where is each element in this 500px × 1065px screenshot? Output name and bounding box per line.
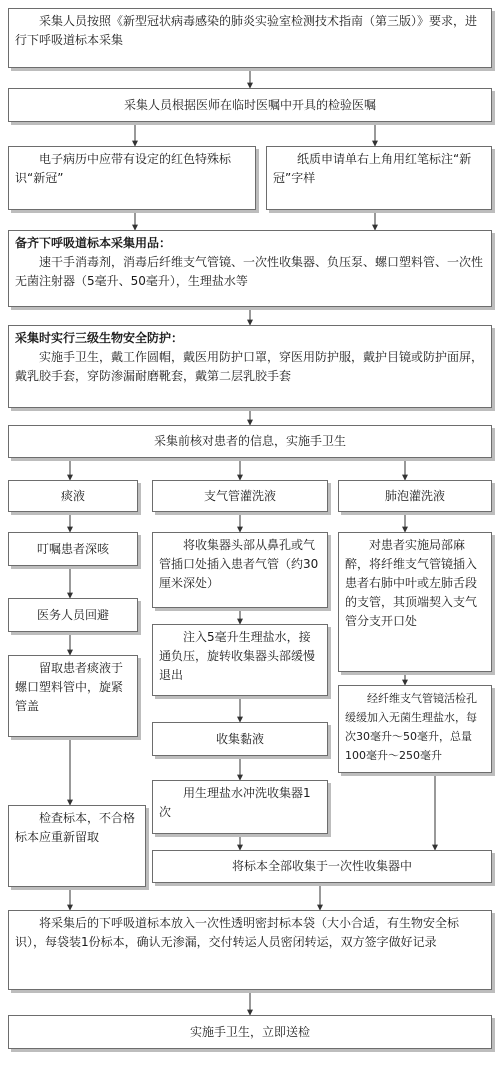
- step-doctor-order-text: 采集人员根据医师在临时医嘱中开具的检验医嘱: [123, 97, 376, 112]
- bronchial-step-mucus-text: 收集黏液: [215, 731, 264, 746]
- alveolar-step-anesthesia-text: 对患者实施局部麻醉，将纤维支气管镜插入患者右肺中叶或左肺舌段的支管，其顶端契入支气管分支开口处: [345, 538, 478, 628]
- sputum-step-check: [8, 805, 146, 887]
- step-verify-patient: [8, 425, 492, 458]
- step-send-test: [8, 1015, 492, 1049]
- sputum-step-cough-text: 叮嘱患者深咳: [36, 541, 109, 556]
- category-sputum: [8, 480, 138, 512]
- sputum-step-avoid: [8, 598, 138, 632]
- sputum-step-collect: [8, 655, 138, 737]
- step-supplies-text: 速干手消毒剂，消毒后纤维支气管镜、一次性收集器、负压泵、螺口塑料管、一次性无菌注射器（5毫升、50毫升），生理盐水等: [15, 255, 484, 288]
- category-alveolar-lavage: [338, 480, 492, 512]
- step-paper-form: [266, 146, 492, 210]
- step-paper-form-text: 纸质申请单右上角用红笔标注“新冠”字样: [273, 152, 472, 185]
- bronchial-step-inject: [152, 624, 328, 696]
- bronchial-step-rinse: [152, 780, 328, 834]
- step-verify-patient-text: 采集前核对患者的信息，实施手卫生: [153, 434, 346, 448]
- bronchial-step-mucus: [152, 722, 328, 756]
- sputum-step-cough: [8, 532, 138, 566]
- step-guideline-text: 采集人员按照《新型冠状病毒感染的肺炎实验室检测技术指南（第三版）》要求，进行下呼吸道标本采集: [15, 14, 478, 47]
- category-alveolar-lavage-label: 肺泡灌洗液: [384, 488, 445, 503]
- category-sputum-label: 痰液: [60, 488, 85, 503]
- bronchial-step-insert-text: 将收集器头部从鼻孔或气管插口处插入患者气管（约30厘米深处）: [159, 538, 319, 590]
- step-supplies: [8, 230, 492, 307]
- step-seal-transport: [8, 910, 492, 990]
- bronchial-step-inject-text: 注入5毫升生理盐水，接通负压，旋转收集器头部缓慢退出: [159, 630, 316, 682]
- step-send-test-text: 实施手卫生，立即送检: [189, 1024, 310, 1039]
- step-electronic-record: [8, 146, 256, 210]
- category-bronchial-lavage: [152, 480, 328, 512]
- alveolar-step-saline: [338, 685, 492, 773]
- sputum-step-avoid-text: 医务人员回避: [36, 607, 109, 622]
- step-protection: [8, 325, 492, 408]
- step-guideline: [8, 8, 492, 68]
- step-seal-transport-text: 将采集后的下呼吸道标本放入一次性透明密封标本袋（大小合适，有生物安全标识），每袋装1份标本，确认无渗漏，交付转运人员密闭转运，双方签字做好记录: [15, 916, 460, 949]
- step-electronic-record-text: 电子病历中应带有设定的红色特殊标识“新冠”: [15, 152, 232, 185]
- step-collect-all: [152, 850, 492, 883]
- alveolar-step-anesthesia: [338, 532, 492, 672]
- bronchial-step-rinse-text: 用生理盐水冲洗收集器1次: [159, 786, 311, 819]
- step-protection-heading: 采集时实行三级生物安全防护：: [15, 331, 184, 345]
- sputum-step-check-text: 检查标本，不合格标本应重新留取: [15, 811, 136, 844]
- category-bronchial-lavage-label: 支气管灌洗液: [203, 488, 276, 503]
- bronchial-step-insert: [152, 532, 328, 608]
- step-doctor-order: [8, 88, 492, 122]
- alveolar-step-saline-text: 经纤维支气管镜活检孔缓缓加入无菌生理盐水，每次30毫升～50毫升，总量100毫升～250毫升: [345, 692, 477, 762]
- step-collect-all-text: 将标本全部收集于一次性收集器中: [231, 859, 412, 873]
- sputum-step-collect-text: 留取患者痰液于螺口塑料管中，旋紧管盖: [15, 661, 124, 713]
- step-supplies-heading: 备齐下呼吸道标本采集用品：: [15, 236, 172, 250]
- step-protection-text: 实施手卫生，戴工作圆帽，戴医用防护口罩，穿医用防护服，戴护目镜或防护面屏，戴乳胶手套，穿防渗漏耐磨靴套，戴第二层乳胶手套: [15, 350, 484, 383]
